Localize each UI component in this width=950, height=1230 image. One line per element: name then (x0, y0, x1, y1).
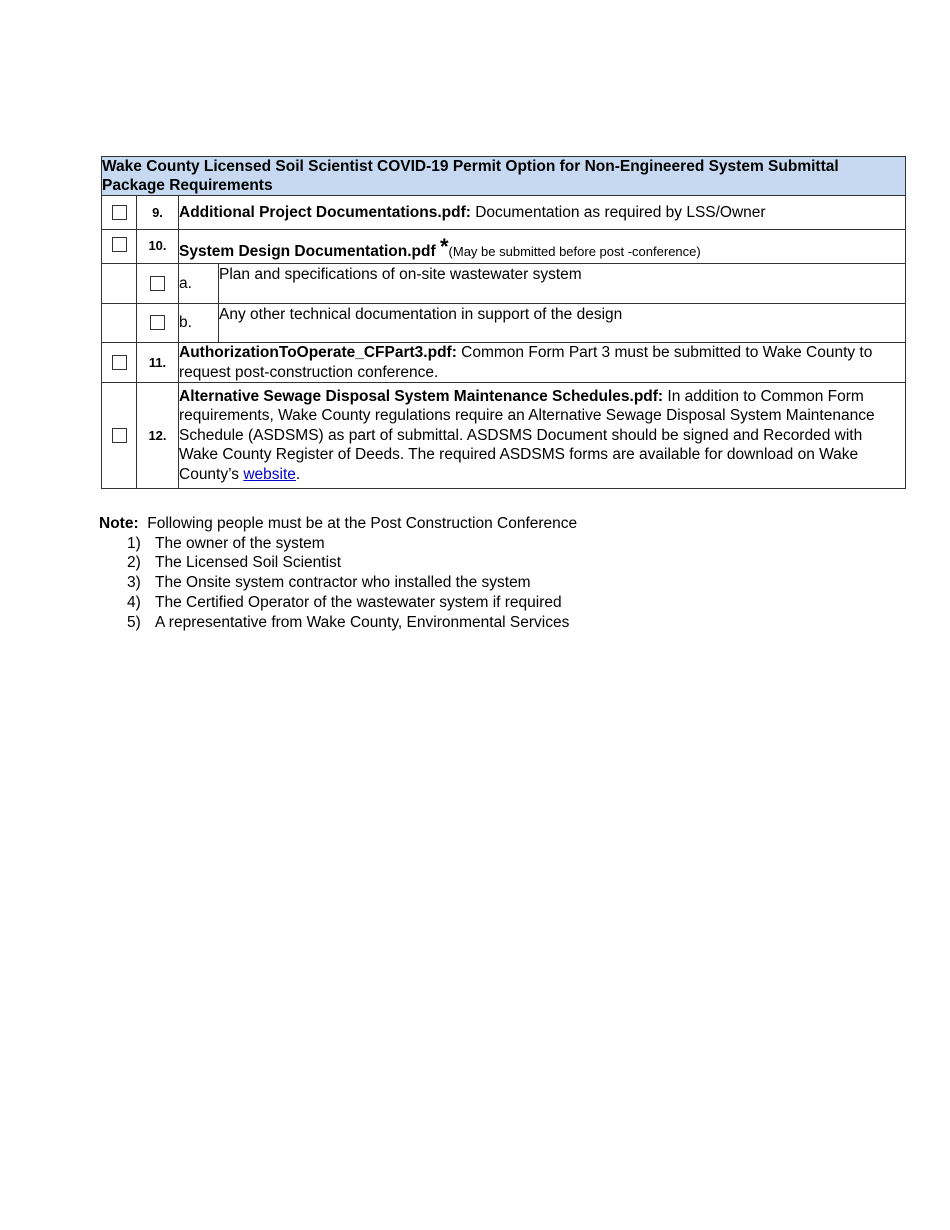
website-link[interactable]: website (243, 465, 296, 483)
requirement-text: Alternative Sewage Disposal System Maintenance Schedules.pdf: In addition to Common Form requirements, Wake County regulations require an Alternative Sewage Disposal System Maintenance Schedule (ASDSMS) as part of submittal. ASDSMS Document should be signed and Recorded with Wake County Register of Deeds. The required ASDSMS forms are available for download on Wake County’s website. (179, 383, 906, 489)
table-header-row (102, 157, 906, 196)
list-item: 2) The Licensed Soil Scientist (127, 554, 342, 572)
document-name: AuthorizationToOperate_CFPart3.pdf: (179, 344, 457, 361)
row-number: 9. (137, 196, 179, 230)
subitem-text: Plan and specifications of on-site wastewater system (219, 264, 906, 304)
document-description: Common Form Part 3 must be submitted to Wake County to request post-construction conference. (179, 344, 873, 381)
requirement-text (179, 230, 906, 264)
required-asterisk: * (439, 233, 449, 259)
requirement-text (179, 343, 906, 383)
conference-note (99, 514, 577, 632)
checkbox-subitem-a[interactable] (150, 276, 165, 291)
row-number: 12. (137, 383, 179, 489)
document-description: In addition to Common Form requirements, Wake County regulations require an Alternative Sewage Disposal System Maintenance Schedule (ASDSMS) as part of submittal. ASDSMS Document should be signed and Recorded with Wake County Register of Deeds. The required ASDSMS forms are available for download on Wake County’s (179, 387, 875, 483)
subitem-letter: b. (179, 304, 219, 343)
requirement-row-10 (102, 230, 906, 264)
note-text: Following people must be at the Post Construction Conference (147, 515, 578, 532)
requirements-table (101, 156, 906, 489)
table-title: Wake County Licensed Soil Scientist COVID-19 Permit Option for Non-Engineered System Submittal Package Requirements (102, 157, 906, 196)
document-description: Documentation as required by LSS/Owner (470, 203, 766, 221)
checkbox-row-9[interactable] (112, 205, 127, 220)
list-item: 1) The owner of the system (127, 534, 325, 552)
requirement-row-11 (102, 343, 906, 383)
requirement-row-9 (102, 196, 906, 230)
note-label: Note: (99, 515, 139, 532)
subitem-row-a (102, 264, 906, 304)
list-item: 4) The Certified Operator of the wastewater system if required (127, 593, 562, 611)
submission-note: (May be submitted before post -conference) (448, 243, 701, 259)
checkbox-subitem-b[interactable] (150, 315, 165, 330)
row-number: 10. (137, 230, 179, 264)
document-name: System Design Documentation.pdf (179, 242, 436, 260)
attendee-list (99, 534, 577, 633)
checkbox-row-12[interactable] (112, 428, 127, 443)
subitem-row-b (102, 304, 906, 343)
requirement-text (179, 196, 906, 230)
requirement-row-12 (102, 383, 906, 489)
subitem-letter: a. (179, 264, 219, 304)
list-item: 5) A representative from Wake County, Environmental Services (127, 613, 570, 631)
document-name: Additional Project Documentations.pdf: (179, 203, 471, 221)
checkbox-row-11[interactable] (112, 355, 127, 370)
subitem-text: Any other technical documentation in support of the design (219, 304, 906, 343)
document-name: Alternative Sewage Disposal System Maintenance Schedules.pdf: (179, 387, 664, 405)
checkbox-row-10[interactable] (112, 237, 127, 252)
row-number: 11. (137, 343, 179, 383)
list-item: 3) The Onsite system contractor who installed the system (127, 574, 531, 592)
